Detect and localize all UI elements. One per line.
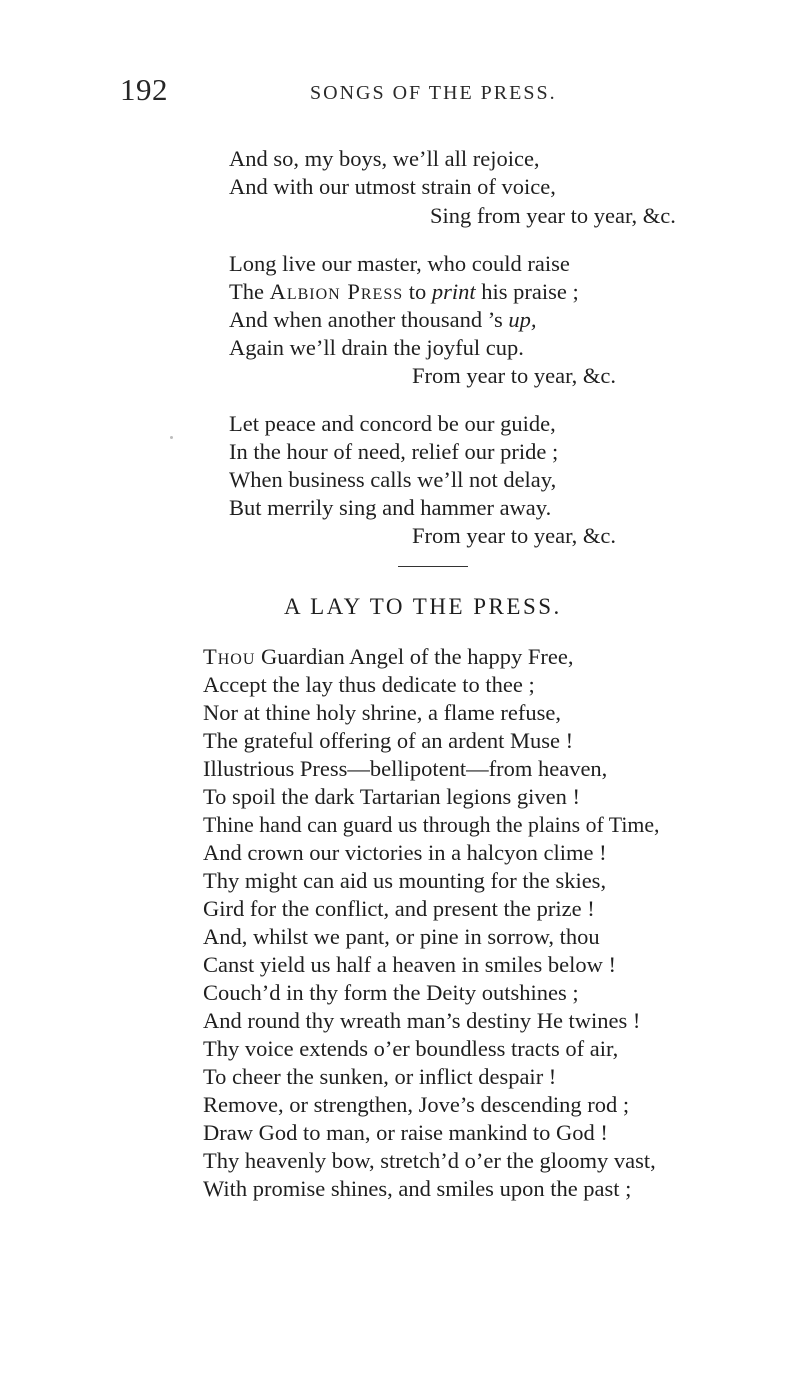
song-line-albion-press: [229, 278, 579, 306]
poem-line: Thine hand can guard us through the plains of Time,: [203, 813, 660, 837]
first-word-smallcaps: Thou: [203, 644, 256, 669]
song-line-text: And when another thousand ’s: [229, 307, 503, 332]
poem-line: Remove, or strengthen, Jove’s descending rod ;: [203, 1092, 630, 1117]
song-line: And with our utmost strain of voice,: [229, 174, 556, 199]
albion-press-smallcaps: Albion Press: [269, 279, 404, 304]
poem-line: And crown our victories in a halcyon clime !: [203, 840, 607, 865]
page-number: 192: [120, 72, 168, 107]
poem-line-text: Guardian Angel of the happy Free,: [261, 644, 574, 669]
poem-line: Thy might can aid us mounting for the skies,: [203, 868, 607, 893]
song-line-refrain: Sing from year to year, &c.: [430, 203, 676, 228]
song-line: When business calls we’ll not delay,: [229, 467, 557, 492]
song-line: In the hour of need, relief our pride ;: [229, 439, 559, 464]
poem-line: Couch’d in thy form the Deity outshines ;: [203, 980, 579, 1005]
song-line: Let peace and concord be our guide,: [229, 411, 556, 436]
poem-line: Gird for the conflict, and present the prize !: [203, 896, 595, 921]
section-divider: [398, 566, 468, 567]
poem-first-line: [203, 643, 573, 671]
poem-line: Accept the lay thus dedicate to thee ;: [203, 672, 535, 697]
poem-line: Thy heavenly bow, stretch’d o’er the gloomy vast,: [203, 1148, 656, 1173]
poem-line: Canst yield us half a heaven in smiles below !: [203, 952, 617, 977]
section-title: A LAY TO THE PRESS.: [284, 594, 562, 619]
poem-line: And, whilst we pant, or pine in sorrow, thou: [203, 924, 600, 949]
poem-line: To spoil the dark Tartarian legions given !: [203, 784, 580, 809]
poem-line: Nor at thine holy shrine, a flame refuse,: [203, 700, 562, 725]
song-line-up: [229, 306, 536, 334]
song-line-text: The: [229, 279, 264, 304]
page-speck: [170, 436, 173, 439]
poem-line: Draw God to man, or raise mankind to God !: [203, 1120, 608, 1145]
song-line: And so, my boys, we’ll all rejoice,: [229, 146, 540, 171]
song-line: Again we’ll drain the joyful cup.: [229, 335, 524, 360]
poem-line: To cheer the sunken, or inflict despair !: [203, 1064, 557, 1089]
song-line: But merrily sing and hammer away.: [229, 495, 552, 520]
poem-line: The grateful offering of an ardent Muse !: [203, 728, 574, 753]
poem-line: And round thy wreath man’s destiny He twines !: [203, 1008, 641, 1033]
song-line-refrain: From year to year, &c.: [412, 523, 617, 548]
poem-line: With promise shines, and smiles upon the past ;: [203, 1176, 632, 1201]
up-italic: up,: [508, 307, 537, 332]
print-italic: print: [431, 279, 476, 304]
song-line: Long live our master, who could raise: [229, 251, 570, 276]
poem-line: Illustrious Press—bellipotent—from heaven,: [203, 756, 608, 781]
song-line-refrain: From year to year, &c.: [412, 363, 617, 388]
poem-line: Thy voice extends o’er boundless tracts of air,: [203, 1036, 619, 1061]
running-head: SONGS OF THE PRESS.: [310, 82, 557, 104]
song-line-text: to: [408, 279, 427, 304]
song-line-text: his praise ;: [481, 279, 579, 304]
